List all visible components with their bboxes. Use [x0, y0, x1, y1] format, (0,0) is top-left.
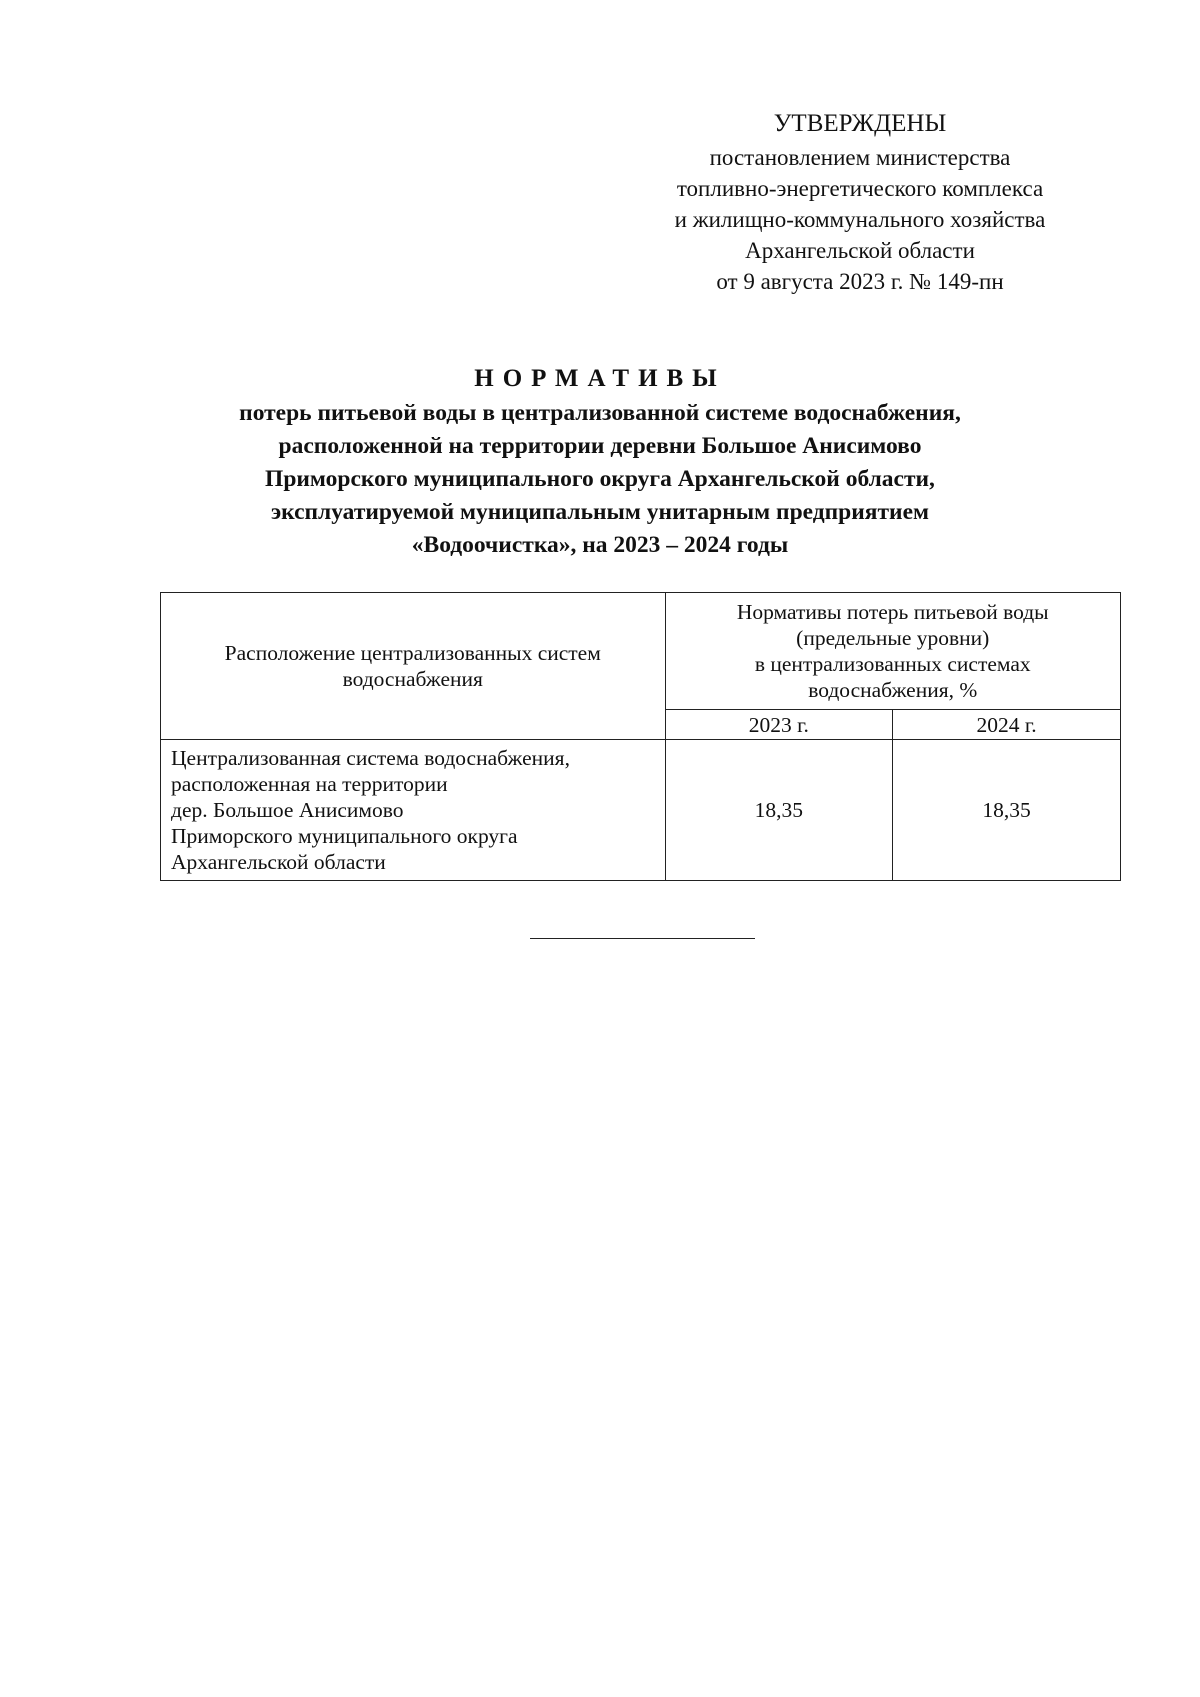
- document-subtitle-line: потерь питьевой воды в централизованной системе водоснабжения,: [239, 400, 961, 426]
- closing-separator-line: [530, 938, 755, 939]
- document-subtitle-line: Приморского муниципального округа Архангельской области,: [265, 466, 935, 492]
- value-cell-2023: 18,35: [665, 740, 893, 881]
- norms-header-line: в централизованных системах: [754, 652, 1031, 676]
- table-header-row: [161, 593, 1121, 710]
- document-title-block: [140, 362, 1060, 562]
- location-cell: [161, 740, 666, 881]
- location-column-header: Расположение централизованных систем водоснабжения: [161, 593, 666, 740]
- location-line: дер. Большое Анисимово: [171, 798, 404, 822]
- document-subtitle-line: расположенной на территории деревни Большое Анисимово: [278, 433, 922, 459]
- document-subtitle-line: «Водоочистка», на 2023 – 2024 годы: [411, 532, 789, 558]
- norms-header-line: Нормативы потерь питьевой воды: [736, 600, 1049, 624]
- location-line: расположенная на территории: [171, 772, 448, 796]
- approval-date-line: от 9 августа 2023 г. № 149-пн: [716, 269, 1004, 294]
- approval-line: и жилищно-коммунального хозяйства: [674, 207, 1046, 232]
- approval-block: [600, 108, 1120, 297]
- norms-header-line: водоснабжения, %: [808, 678, 978, 702]
- document-subtitle-line: эксплуатируемой муниципальным унитарным предприятием: [270, 499, 930, 525]
- approval-line: постановлением министерства: [709, 145, 1011, 170]
- document-title: НОРМАТИВЫ: [474, 365, 726, 392]
- location-line: Архангельской области: [171, 850, 386, 874]
- norms-table: [160, 592, 1121, 881]
- approval-line: топливно-энергетического комплекса: [676, 176, 1044, 201]
- approval-line: Архангельской области: [745, 238, 975, 263]
- location-line: Приморского муниципального округа: [171, 824, 518, 848]
- norms-header-line: (предельные уровни): [796, 626, 990, 650]
- table-row: [161, 740, 1121, 881]
- year-header-2024: 2024 г.: [893, 710, 1121, 740]
- approval-heading: УТВЕРЖДЕНЫ: [773, 110, 947, 137]
- year-header-2023: 2023 г.: [665, 710, 893, 740]
- value-cell-2024: 18,35: [893, 740, 1121, 881]
- location-line: Централизованная система водоснабжения,: [171, 746, 570, 770]
- norms-column-header: [665, 593, 1121, 710]
